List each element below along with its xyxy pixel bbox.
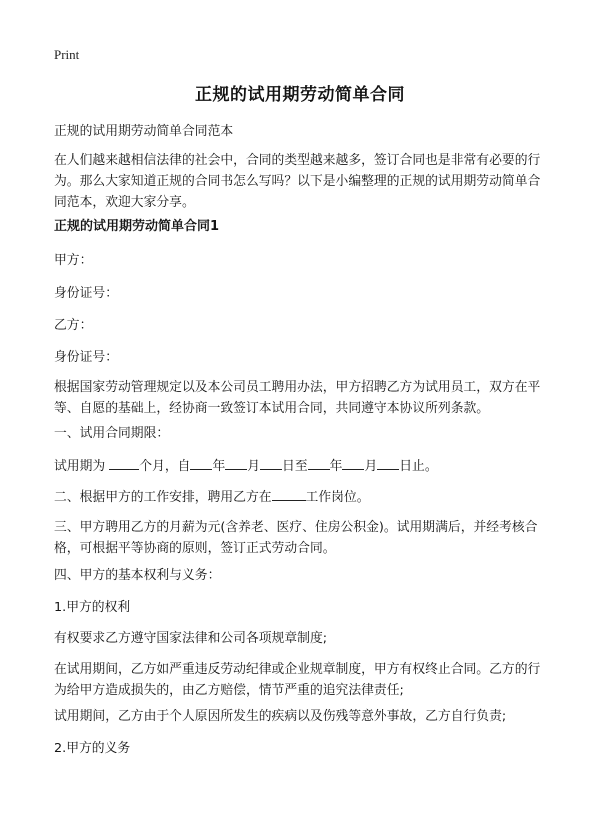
document-subtitle: 正规的试用期劳动简单合同范本 — [54, 124, 234, 139]
party-a-label: 甲方： — [54, 253, 93, 268]
start-year-blank — [190, 455, 212, 470]
clause-3-paragraph: 三、甲方聘用乙方的月薪为元(含养老、医疗、住房公积金)。试用期满后，并经考核合格，可根据平等协商的原则，签订正式劳动合同。 — [54, 520, 538, 556]
term-text-7: 月 — [364, 459, 378, 474]
right-item-2: 在试用期间，乙方如严重违反劳动纪律或企业规章制度，甲方有权终止合同。乙方的行为给甲方造成损失的，由乙方赔偿，情节严重的追究法律责任; — [54, 662, 541, 698]
print-link[interactable]: Print — [54, 47, 80, 62]
term-text-3: 年 — [212, 459, 226, 474]
clause-1-heading: 一、试用合同期限： — [54, 426, 170, 441]
months-blank — [109, 455, 139, 470]
term-text-2: 个月，自 — [139, 459, 191, 474]
start-month-blank — [225, 455, 247, 470]
sub-heading-rights: 1.甲方的权利 — [54, 600, 131, 615]
clause-2-text-1: 二、根据甲方的工作安排，聘用乙方在 — [54, 490, 272, 505]
clause-2-text-2: 工作岗位。 — [305, 490, 370, 505]
end-month-blank — [342, 455, 364, 470]
party-a-id-label: 身份证号： — [54, 286, 118, 301]
party-b-id-label: 身份证号： — [54, 350, 118, 365]
position-blank — [272, 486, 306, 501]
right-item-3: 试用期间，乙方由于个人原因所发生的疾病以及伤残等意外事故，乙方自行负责; — [54, 709, 507, 724]
term-text-4: 月 — [247, 459, 261, 474]
preamble-paragraph: 根据国家劳动管理规定以及本公司员工聘用办法，甲方招聘乙方为试用员工，双方在平等、自愿的基础上，经协商一致签订本试用合同，共同遵守本协议所列条款。 — [54, 380, 541, 416]
clause-4-heading: 四、甲方的基本权利与义务： — [54, 568, 221, 583]
document-title: 正规的试用期劳动简单合同 — [195, 85, 405, 105]
section-heading: 正规的试用期劳动简单合同1 — [54, 219, 220, 234]
term-text-1: 试用期为 — [54, 459, 106, 474]
term-text-6: 年 — [329, 459, 343, 474]
trial-term-line — [54, 455, 552, 477]
end-year-blank — [308, 455, 330, 470]
end-day-blank — [377, 455, 399, 470]
party-b-label: 乙方： — [54, 318, 93, 333]
sub-heading-obligations: 2.甲方的义务 — [54, 741, 131, 756]
intro-paragraph: 在人们越来越相信法律的社会中，合同的类型越来越多，签订合同也是非常有必要的行为。那么大家知道正规的合同书怎么写吗？以下是小编整理的正规的试用期劳动简单合同范本，欢迎大家分享。 — [54, 153, 541, 210]
term-text-8: 日止。 — [399, 459, 438, 474]
start-day-blank — [260, 455, 282, 470]
clause-2-line — [54, 486, 552, 508]
right-item-1: 有权要求乙方遵守国家法律和公司各项规章制度; — [54, 631, 328, 646]
term-text-5: 日至 — [282, 459, 308, 474]
